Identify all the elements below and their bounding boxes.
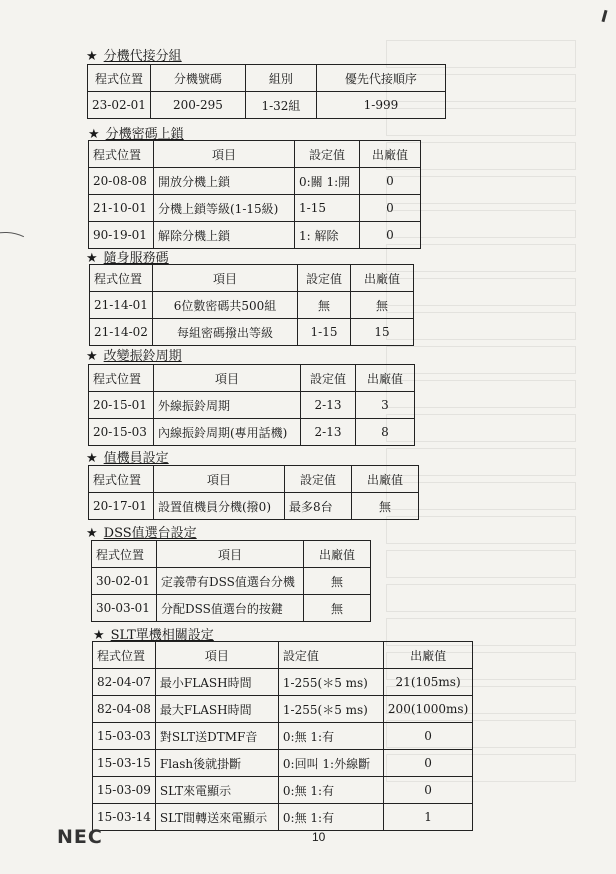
table-row: 20-08-08 開放分機上鎖 0:關 1:開 0 xyxy=(89,168,421,195)
table-row: 15-03-03 對SLT送DTMF音 0:無 1:有 0 xyxy=(93,723,473,750)
section-heading: ★ SLT單機相關設定 xyxy=(93,628,214,643)
table-row: 15-03-15 Flash後就掛斷 0:回叫 1:外線斷 0 xyxy=(93,750,473,777)
table-row: 30-03-01 分配DSS值選台的按鍵 無 xyxy=(92,595,371,622)
section-heading: ★ DSS值選台設定 xyxy=(86,526,197,541)
table-header-row: 程式位置 項目 出廠值 xyxy=(92,541,371,568)
nec-logo: NEC xyxy=(57,826,103,848)
table-row: 21-14-02 每組密碼撥出等級 1-15 15 xyxy=(90,319,414,346)
table-header-row: 程式位置 分機號碼 組別 優先代接順序 xyxy=(88,65,446,92)
section-heading: ★ 改變振鈴周期 xyxy=(86,349,182,364)
table-row: 30-02-01 定義帶有DSS值選台分機 無 xyxy=(92,568,371,595)
table-extension-lock xyxy=(88,140,421,249)
table-row: 20-15-01 外線振鈴周期 2-13 3 xyxy=(89,392,415,419)
section-heading: ★ 值機員設定 xyxy=(86,451,169,466)
table-row: 23-02-01 200-295 1-32組 1-999 xyxy=(88,92,446,119)
table-row: 82-04-08 最大FLASH時間 1-255(＊5 ms) 200(1000ms) xyxy=(93,696,473,723)
table-header-row: 程式位置 項目 設定值 出廠值 xyxy=(89,365,415,392)
section-heading: ★ 分機密碼上鎖 xyxy=(88,127,184,142)
scan-mark xyxy=(601,10,607,22)
table-row: 21-14-01 6位數密碼共500組 無 無 xyxy=(90,292,414,319)
table-header-row: 程式位置 項目 設定值 出廠值 xyxy=(90,265,414,292)
binding-hole-arc xyxy=(0,219,63,334)
table-row: 21-10-01 分機上鎖等級(1-15級) 1-15 0 xyxy=(89,195,421,222)
star-icon: ★ xyxy=(86,349,98,364)
table-row: 20-17-01 設置值機員分機(撥0) 最多8台 無 xyxy=(89,493,419,520)
table-header-row: 程式位置 項目 設定值 出廠值 xyxy=(89,141,421,168)
table-row: 20-15-03 內線振鈴周期(專用話機) 2-13 8 xyxy=(89,419,415,446)
table-header-row: 程式位置 項目 設定值 出廠值 xyxy=(89,466,419,493)
table-header-row: 程式位置 項目 設定值 出廠值 xyxy=(93,642,473,669)
table-row: 15-03-14 SLT間轉送來電顯示 0:無 1:有 1 xyxy=(93,804,473,831)
table-service-code xyxy=(89,264,414,346)
star-icon: ★ xyxy=(93,628,105,643)
section-heading: ★ 隨身服務碼 xyxy=(86,251,169,266)
star-icon: ★ xyxy=(86,251,98,266)
table-row: 90-19-01 解除分機上鎖 1: 解除 0 xyxy=(89,222,421,249)
page-number: 10 xyxy=(312,830,326,844)
section-heading: ★ 分機代接分組 xyxy=(86,49,182,64)
table-operator xyxy=(88,465,419,520)
table-row: 15-03-09 SLT來電顯示 0:無 1:有 0 xyxy=(93,777,473,804)
star-icon: ★ xyxy=(88,127,100,142)
star-icon: ★ xyxy=(86,451,98,466)
table-dss-console xyxy=(91,540,371,622)
table-row: 82-04-07 最小FLASH時間 1-255(＊5 ms) 21(105ms) xyxy=(93,669,473,696)
star-icon: ★ xyxy=(86,526,98,541)
table-group-pickup xyxy=(87,64,446,119)
star-icon: ★ xyxy=(86,49,98,64)
table-slt-settings xyxy=(92,641,473,831)
table-ring-cycle xyxy=(88,364,415,446)
